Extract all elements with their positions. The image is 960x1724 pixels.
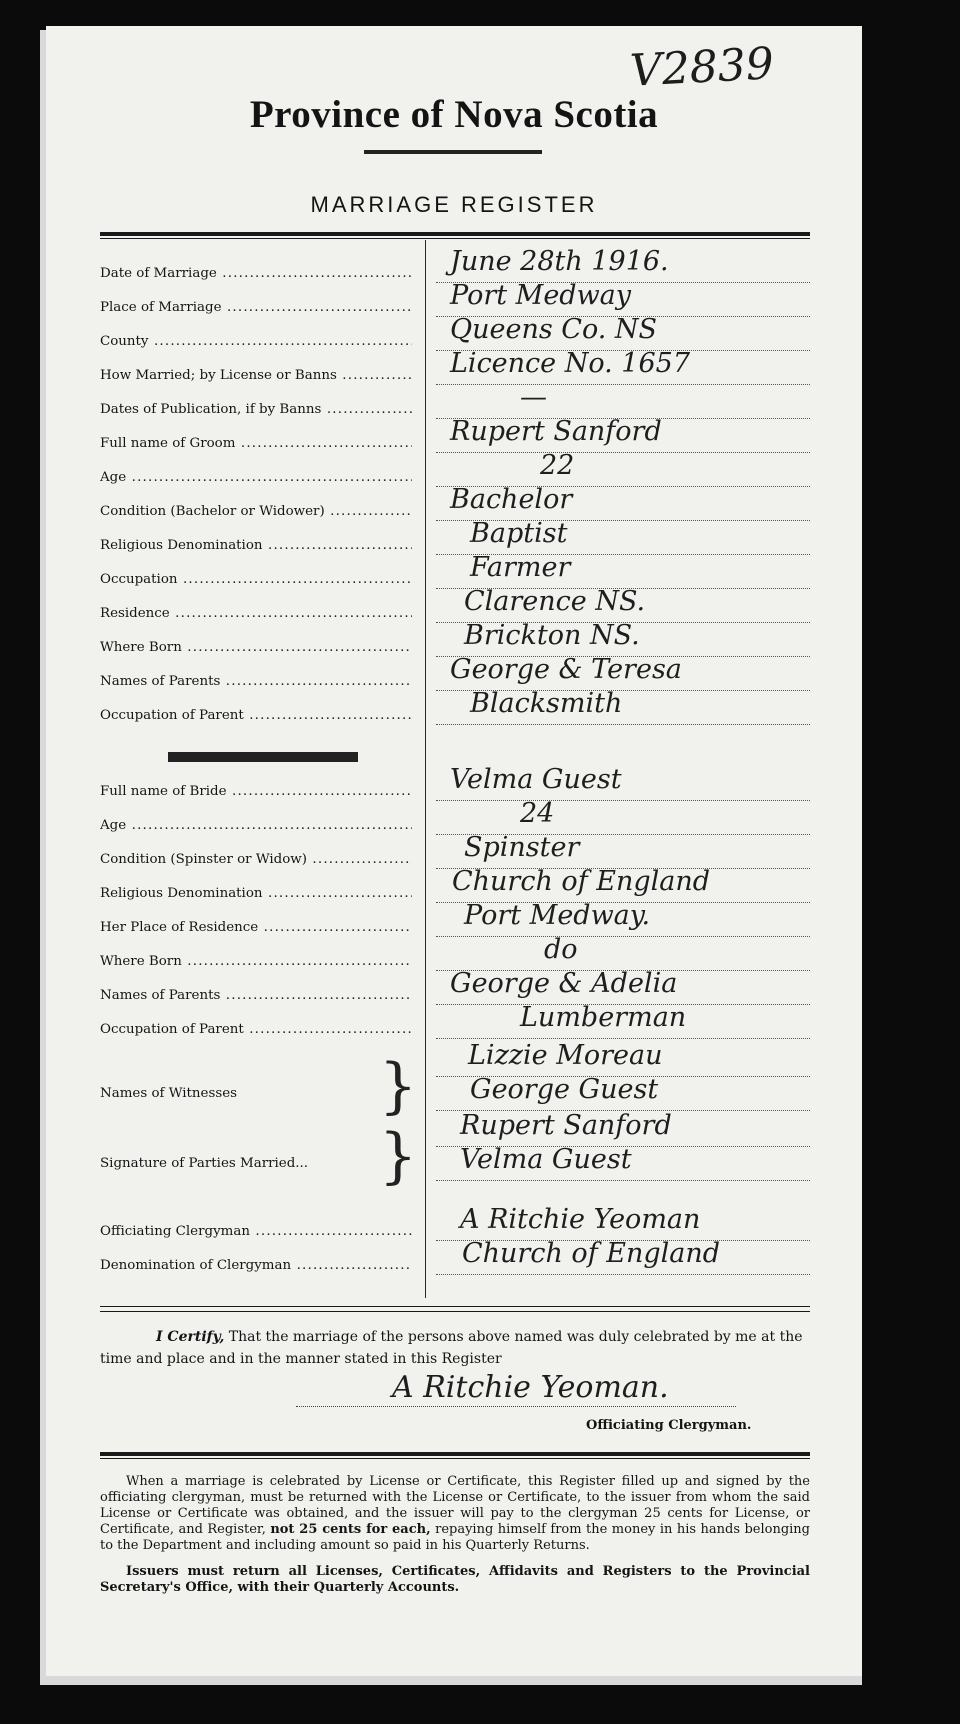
certify-text: That the marriage of the persons above named was duly celebrated by me at the time and place and in the manner stated in this Register [100,1329,803,1367]
field-value: Blacksmith [470,688,623,719]
party-signature: Rupert Sanford [460,1110,672,1141]
field-label: Place of Marriage ..... [100,300,412,315]
field-label: Occupation ..... [100,572,412,587]
notice-footer: Issuers must return all Licenses, Certificates, Affidavits and Registers to the Provincial Secretary's Office, with their Quarterly Accounts. [100,1564,810,1595]
field-label: Occupation of Parent ..... [100,708,412,723]
fill-line [436,1180,810,1181]
header-divider-thin [100,238,810,239]
fill-line [436,800,810,801]
signature-caption: Officiating Clergyman. [586,1418,752,1433]
fill-line [436,724,810,725]
field-value: Bachelor [450,484,573,515]
field-label: Officiating Clergyman ..... [100,1224,412,1239]
field-label: Religious Denomination ..... [100,538,412,553]
document-title: Province of Nova Scotia [249,93,659,136]
fill-line [436,384,810,385]
title-underline [364,150,542,154]
fill-line [436,1038,810,1039]
field-row [100,416,810,464]
fill-line [436,1274,810,1275]
field-value: 24 [520,798,555,829]
field-label: Full name of Bride ..... [100,784,412,799]
party-row [100,1110,810,1158]
signature-line [296,1406,736,1407]
field-value: Clarence NS. [464,586,646,617]
witness-value: George Guest [470,1074,659,1105]
party-row [100,1144,810,1192]
field-value: Church of England [452,866,711,897]
field-label: Religious Denomination ..... [100,886,412,901]
field-value: 22 [540,450,575,481]
notice-paragraph [100,1474,810,1554]
field-row [100,518,810,566]
field-row [100,798,810,846]
parties-brace: } [379,1121,418,1191]
field-value: Spinster [464,832,580,863]
field-label: County ..... [100,334,412,349]
field-value: A Ritchie Yeoman [460,1204,701,1235]
field-row [100,586,810,634]
parties-label: Signature of Parties Married... [100,1156,309,1171]
field-value: Port Medway. [464,900,651,931]
field-label: Condition (Spinster or Widow) ..... [100,852,412,867]
section-separator-bar [168,752,358,762]
field-value: George & Teresa [450,654,682,685]
field-value: June 28th 1916. [450,246,669,277]
field-label: Age ..... [100,470,412,485]
field-value: Baptist [470,518,568,549]
section-divider [100,1311,810,1312]
witness-row [100,1040,810,1088]
field-row [100,552,810,600]
field-label: Names of Parents ..... [100,988,412,1003]
document-subtitle: MARRIAGE REGISTER [310,192,598,217]
field-label: Condition (Bachelor or Widower) ..... [100,504,412,519]
field-label: Residence ..... [100,606,412,621]
field-label: Denomination of Clergyman ..... [100,1258,412,1273]
field-row [100,484,810,532]
field-value: Brickton NS. [464,620,640,651]
field-row [100,764,810,812]
field-row [100,866,810,914]
field-label: Dates of Publication, if by Banns ..... [100,402,412,417]
certification-statement [100,1326,820,1370]
field-row [100,654,810,702]
field-label: How Married; by License or Banns ..... [100,368,412,383]
marriage-register-form [46,26,862,1676]
field-value: Licence No. 1657 [450,348,691,379]
field-label: Age ..... [100,818,412,833]
field-label: Where Born ..... [100,954,412,969]
field-value: — [520,382,547,413]
field-value: Rupert Sanford [450,416,662,447]
clergyman-signature: A Ritchie Yeoman. [392,1370,669,1405]
notice-text: When a marriage is celebrated by License or Certificate, this Register filled up and signed by the officiating clergyman, must be returned with the License or Certificate, to the issuer from whom the said License or Certificate was obtained, and the issuer will pay to the clergyman 25 cents for License, or Certificate, and Register, [100,1474,810,1537]
field-row [100,1238,810,1286]
field-value: Queens Co. NS [450,314,658,345]
field-label: Her Place of Residence ..... [100,920,412,935]
field-value: do [544,934,578,965]
field-label: Occupation of Parent ..... [100,1022,412,1037]
fill-line [436,936,810,937]
fill-line [436,452,810,453]
field-value: Church of England [462,1238,721,1269]
notice-emphasis: not 25 cents for each, [270,1522,431,1537]
instructions-notice [100,1474,810,1606]
header-divider [100,232,810,236]
certify-prefix: I Certify, [156,1329,225,1345]
field-value: Velma Guest [450,764,622,795]
field-row [100,348,810,396]
field-row [100,968,810,1016]
notice-text: repaying himself from the money in his hands belonging to the Department and including amount so paid in his Quarterly Returns. [100,1522,810,1553]
field-value: George & Adelia [450,968,678,999]
field-row [100,900,810,948]
field-label: Names of Parents ..... [100,674,412,689]
field-value: Farmer [470,552,571,583]
field-value: Lumberman [520,1002,687,1033]
footer-divider-thin [100,1458,810,1459]
field-row [100,688,810,736]
witnesses-label: Names of Witnesses [100,1086,238,1101]
witnesses-brace: } [379,1051,418,1121]
field-label: Date of Marriage ..... [100,266,412,281]
field-row [100,1002,810,1050]
reference-number: V2839 [628,38,776,97]
section-divider [100,1306,810,1307]
footer-divider [100,1452,810,1456]
field-label: Full name of Groom ..... [100,436,412,451]
witness-value: Lizzie Moreau [468,1040,663,1071]
field-label: Where Born ..... [100,640,412,655]
party-signature: Velma Guest [460,1144,632,1175]
witness-row [100,1074,810,1122]
field-value: Port Medway [450,280,632,311]
